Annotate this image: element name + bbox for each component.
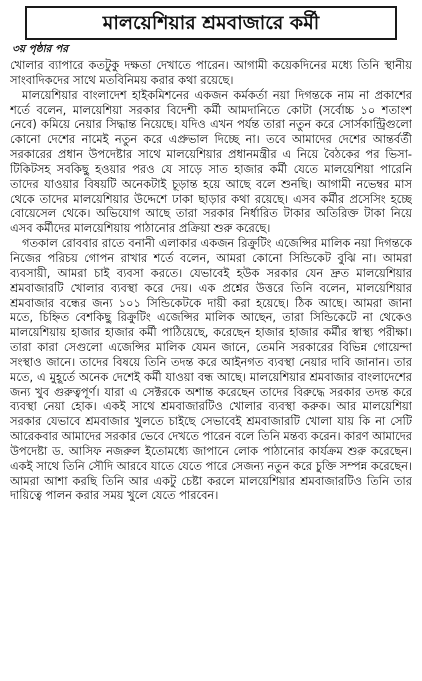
- article-body: [10, 58, 412, 658]
- continued-from-page-label: ৩য় পৃষ্ঠার পর: [12, 43, 69, 55]
- article-paragraph: মালয়েশিয়ার বাংলাদেশ হাইকমিশনের একজন কর্মকর্তা নয়া দিগন্তকে নাম না প্রকাশের শর্তে বলেন, মালয়েশিয়া সরকার বিদেশী কর্মী আমদানিতে কোটা (সর্বোচ্চ ১০ শতাংশ নেবে) কমিয়ে নেয়ার সিদ্ধান্ত নিয়েছে। যদিও এখন পর্যন্ত তারা নতুন করে সোর্সকান্ট্রিগুলো কোনো দেশের নামেই নতুন করে এপ্রুভাল দিচ্ছে না। তবে আমাদের দেশের আন্তর্বর্তী সরকারের প্রধান উপদেষ্টার সাথে মালয়েশিয়ার প্রধানমন্ত্রীর এ নিয়ে বৈঠকের পর ভিসা-টিকিটসহ সবকিছু হওয়ার পরও যে সাড়ে সাত হাজার কর্মী যেতে মালয়েশিয়া পারেনি তাদের যাওয়ার বিষয়টি অনেকটাই চূড়ান্ত হয়ে আছে বলে শুনছি। আগামী নভেম্বর মাস থেকে তাদের মালয়েশিয়ার উদ্দেশে ঢাকা ছাড়ার কথা রয়েছে। এসব কর্মীর প্রসেসিং হচ্ছে বোয়েসেল থেকে। অভিযোগ আছে তারা সরকার নির্ধারিত টাকার অতিরিক্ত টাকা নিয়ে এসব কর্মীদের মালয়েশিয়ায় পাঠানোর প্রক্রিয়া শুরু করেছে।: [10, 87, 412, 236]
- article-paragraph: গতকাল রোববার রাতে বনানী এলাকার একজন রিক্রুটিং এজেন্সির মালিক নয়া দিগন্তকে নিজের পরিচয় গোপন রাখার শর্তে বলেন, আমরা কোনো সিন্ডিকেট বুঝি না। আমরা ব্যবসায়ী, আমরা চাই ব্যবসা করতে। যেভাবেই হউক সরকার যেন দ্রুত মালয়েশিয়ার শ্রমবাজারটি খোলার ব্যবস্থা করে দেয়। এক প্রশ্নের উত্তরে তিনি বলেন, মালয়েশিয়ার শ্রমবাজার বন্ধের জন্য ১০১ সিন্ডিকেটকে দায়ী করা হয়েছে। ঠিক আছে। আমরা জানা মতে, চিহ্নিত বেশকিছু রিক্রুটিং এজেন্সির মালিক আছেন, তারা সিন্ডিকেটে না থেকেও মালয়েশিয়ায় হাজার হাজার কর্মী পাঠিয়েছে, করেছেন হাজার হাজার কর্মীর স্বাস্থ্য পরীক্ষা। তারা কারা সেগুলো এজেন্সির মালিক যেমন জানে, তেমনি সরকারের বিভিন্ন গোয়েন্দা সংস্থাও জানে। তাদের বিষয়ে তিনি তদন্ত করে আইনগত ব্যবস্থা নেয়ার দাবি জানান। তার মতে, এ মুহূর্তে অনেক দেশেই কর্মী যাওয়া বন্ধ আছে। মালয়েশিয়ার শ্রমবাজার বাংলাদেশের জন্য খুব গুরুত্বপূর্ণ। যারা এ সেক্টরকে অশান্ত করেছেন তাদের বিরুদ্ধে সরকার তদন্ত করে ব্যবস্থা নেয়া হোক। একই সাথে শ্রমবাজারটিও খোলার ব্যবস্থা করুক। আর মালয়েশিয়া সরকার যেভাবে শ্রমবাজার খুলতে চাইছে সেভাবেই শ্রমবাজারটি খোলা যায় কি না সেটি আরেকবার আমাদের সরকার ভেবে দেখতে পারেন বলে তিনি মন্তব্য করেন। কারণ আমাদের উপদেষ্টা ড. আসিফ নজরুল ইতোমধ্যে জাপানে লোক পাঠানোর কার্যক্রম শুরু করেছেন। একই সাথে তিনি সৌদি আরবে যাতে যেতে পারে সেজন্য নতুন করে চুক্তি সম্পন্ন করেছেন। আমরা আশা করছি তিনি আর একটু চেষ্টা করলে মালয়েশিয়ার শ্রমবাজারটিও তিনি তার দায়িত্বে পালন করার সময় খুলে যেতে পারবেন।: [10, 236, 412, 503]
- headline: মালয়েশিয়ার শ্রমবাজারে কর্মী: [25, 6, 397, 40]
- article-paragraph: খোলার ব্যাপারে কতটুকু দক্ষতা দেখাতে পারেন। আগামী কয়েকদিনের মধ্যে তিনি স্থানীয় সাংবাদিকদের সাথে মতবিনিময় করার কথা রয়েছে।: [10, 58, 412, 87]
